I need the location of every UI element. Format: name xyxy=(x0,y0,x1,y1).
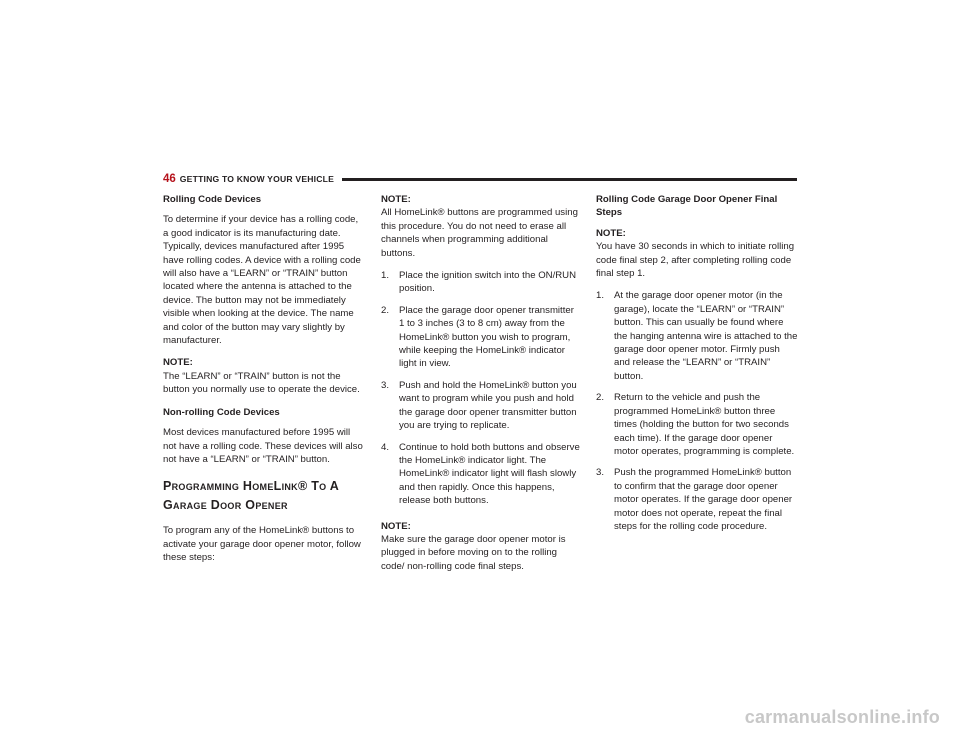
list-item xyxy=(596,289,798,383)
column-middle xyxy=(381,193,581,582)
final-steps-heading: Rolling Code Garage Door Opener Final Steps xyxy=(596,194,778,219)
note-block xyxy=(163,356,363,396)
non-rolling-code-text: Most devices manufactured before 1995 will not have a rolling code. These devices will also not have a “LEARN” or “TRAIN” button. xyxy=(163,427,363,465)
list-item xyxy=(381,304,581,371)
programming-heading-line1: Programming HomeLink® To A xyxy=(163,479,340,494)
step-number: 2. xyxy=(596,392,605,404)
note-label: NOTE: xyxy=(381,520,411,532)
step-text: Push the programmed HomeLink® button to confirm that the garage door opener motor operates. If the garage door opener motor does not operate, repeat the final steps for the rolling code procedure. xyxy=(614,467,793,532)
step-number: 3. xyxy=(596,467,605,479)
step-number: 2. xyxy=(381,304,390,316)
list-item xyxy=(596,466,798,533)
note-text: Make sure the garage door opener motor is plugged in before moving on to the rolling code/ non-rolling code final steps. xyxy=(381,533,566,572)
note-block xyxy=(381,520,581,574)
step-text: Push and hold the HomeLink® button you want to program while you push and hold the garage door opener transmitter button you are trying to replicate. xyxy=(399,379,577,432)
note-label: NOTE: xyxy=(596,227,626,239)
step-text: Place the ignition switch into the ON/RUN position. xyxy=(399,270,577,295)
rolling-code-heading: Rolling Code Devices xyxy=(163,194,262,205)
page-header xyxy=(163,171,797,187)
step-text: Continue to hold both buttons and observe the HomeLink® indicator light. The HomeLink® indicator light will flash slowly and then rapidly. Once this happens, release both buttons. xyxy=(399,441,580,507)
header-rule xyxy=(342,178,797,181)
step-text: Place the garage door opener transmitter 1 to 3 inches (3 to 8 cm) away from the HomeLink® button you wish to program, while keeping the HomeLink® indicator light in view. xyxy=(399,304,574,370)
step-text: At the garage door opener motor (in the garage), locate the “LEARN” or “TRAIN” button. This can usually be found where the hanging antenna wire is attached to the garage door opener motor. Firmly push and release the “LEARN” or “TRAIN” button. xyxy=(614,290,798,382)
programming-heading-line2: Garage Door Opener xyxy=(163,498,288,513)
list-item xyxy=(381,441,581,508)
note-label: NOTE: xyxy=(163,357,193,369)
programming-heading xyxy=(163,477,363,515)
step-text: Return to the vehicle and push the programmed HomeLink® button three times (holding the button for two seconds each time). If the garage door opener motor operates, programming is complete. xyxy=(614,392,795,457)
column-left xyxy=(163,193,363,574)
page-number: 46 xyxy=(163,173,176,185)
programming-text: To program any of the HomeLink® buttons to activate your garage door opener motor, follow these steps: xyxy=(163,525,361,564)
list-item xyxy=(381,379,581,433)
section-title: GETTING TO KNOW YOUR VEHICLE xyxy=(179,174,335,184)
step-number: 3. xyxy=(381,379,390,391)
note-block xyxy=(381,193,581,260)
note-text: All HomeLink® buttons are programmed using this procedure. You do not need to erase all channels when programming additional buttons. xyxy=(381,207,578,259)
rolling-code-text: To determine if your device has a rolling code, a good indicator is its manufacturing date. Typically, devices manufactured after 1995 have rolling codes. A device with a rolling code will also have a “LEARN” or “TRAIN” button located where the antenna is attached to the device. The button may not be immediately visible when looking at the device. The name and color of the button may vary slightly by manufacturer. xyxy=(163,214,361,347)
note-text: The “LEARN” or “TRAIN” button is not the button you normally use to operate the device. xyxy=(163,370,360,396)
final-steps xyxy=(596,289,798,533)
watermark: carmanualsonline.info xyxy=(744,707,940,727)
programming-steps xyxy=(381,269,581,508)
note-label: NOTE: xyxy=(381,194,411,205)
step-number: 1. xyxy=(381,270,390,282)
step-number: 4. xyxy=(381,441,390,453)
list-item xyxy=(381,269,581,296)
column-right xyxy=(596,193,798,545)
step-number: 1. xyxy=(596,290,605,302)
non-rolling-code-heading: Non-rolling Code Devices xyxy=(163,406,280,418)
list-item xyxy=(596,391,798,458)
note-block xyxy=(596,227,798,281)
note-text: You have 30 seconds in which to initiate rolling code final step 2, after completing rolling code final step 1. xyxy=(596,241,795,280)
